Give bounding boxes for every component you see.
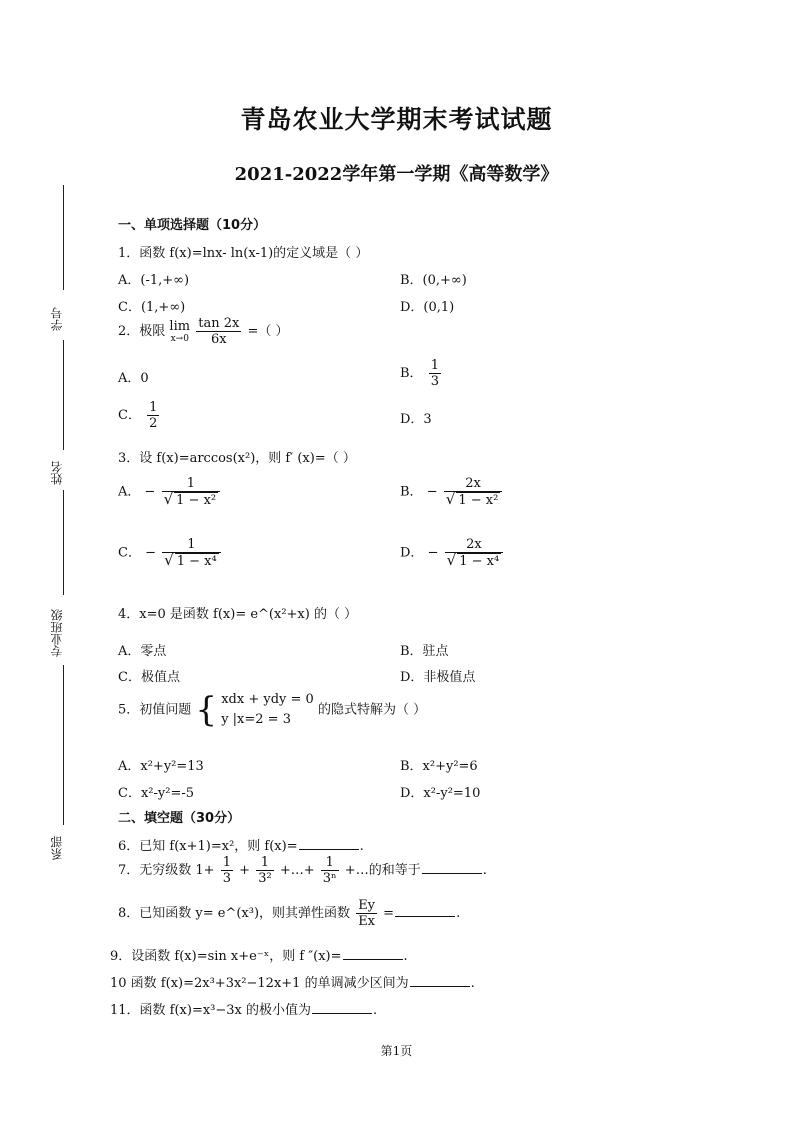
binding-line [63, 185, 64, 290]
fraction [162, 537, 221, 569]
option-a: A．0 [118, 371, 149, 386]
major-class-label: 专业班级 [50, 609, 64, 657]
option-label: C． [118, 408, 141, 423]
q8-prefix: 8．已知函数 y= e^(x³)，则其弹性函数 [118, 906, 351, 921]
answer-blank[interactable] [395, 916, 455, 917]
answer-blank[interactable] [422, 873, 482, 874]
radicand: 1 − x⁴ [176, 554, 217, 569]
numerator: 1 [321, 855, 339, 871]
lim-sub: x→0 [170, 334, 189, 344]
question-2 [118, 316, 288, 347]
brace-icon: { [195, 690, 218, 730]
option-label: C． [118, 545, 141, 561]
fraction [147, 400, 159, 431]
q2-prefix: 2．极限 [118, 324, 166, 339]
option-a: A．零点 [118, 644, 167, 659]
fraction [356, 898, 377, 929]
option-b [400, 358, 443, 389]
option-b: B．(0,+∞) [400, 273, 467, 288]
equation-line: xdx + ydy = 0 [221, 692, 314, 707]
denominator: Ex [358, 914, 376, 929]
option-c [118, 537, 223, 569]
period: . [373, 1003, 378, 1018]
option-d: D．3 [400, 412, 432, 427]
question-3: 3．设 f(x)=arccos(x²)，则 f′ (x)=（ ） [118, 451, 356, 466]
denominator [162, 492, 221, 508]
answer-blank[interactable] [410, 986, 470, 987]
fraction [221, 855, 233, 886]
period: . [470, 976, 475, 991]
answer-blank[interactable] [299, 849, 359, 850]
exam-title: 青岛农业大学期末考试试题 [240, 105, 553, 134]
denominator [162, 553, 221, 569]
fraction [429, 358, 441, 389]
option-c: C．(1,+∞) [118, 300, 186, 315]
numerator: 1 [162, 537, 221, 553]
numerator: 1 [256, 855, 273, 871]
sqrt-icon: √ [445, 490, 456, 508]
minus-sign: − [426, 484, 438, 500]
denominator: 2 [149, 416, 158, 431]
ellipsis: +…+ [279, 863, 315, 878]
question-7 [118, 855, 487, 886]
option-a: A．(-1,+∞) [118, 273, 190, 288]
department-label: 系部 [50, 836, 64, 860]
numerator: 1 [430, 358, 439, 373]
question-4: 4．x=0 是函数 f(x)= e^(x²+x) 的（ ） [118, 607, 358, 622]
binding-line [63, 340, 64, 450]
denominator: 3 [222, 871, 231, 886]
sqrt-icon: √ [163, 490, 174, 508]
binding-line [63, 490, 64, 595]
question-6 [118, 835, 364, 854]
option-a: A．x²+y²=13 [118, 759, 204, 774]
option-label: D． [400, 545, 424, 561]
numerator: 2x [445, 537, 504, 553]
radicand: 1 − x² [176, 493, 217, 508]
page-number: 第1页 [380, 1044, 413, 1058]
answer-blank[interactable] [343, 959, 403, 960]
student-id-label: 学号 [50, 307, 64, 331]
q11-text: 11．函数 f(x)=x³−3x 的极小值为 [110, 1003, 312, 1018]
plus-sign: + [239, 863, 251, 878]
option-b: B．x²+y²=6 [400, 759, 478, 774]
denominator: 6x [210, 332, 227, 347]
option-b: B．驻点 [400, 644, 449, 659]
numerator: 1 [162, 476, 221, 492]
option-a [118, 476, 222, 508]
radicand: 1 − x⁴ [459, 554, 500, 569]
denominator: 3² [258, 871, 272, 886]
option-d: D．x²-y²=10 [400, 786, 481, 801]
q6-text: 6．已知 f(x+1)=x²，则 f(x)= [118, 839, 298, 854]
option-c: C．极值点 [118, 670, 180, 685]
equation-line: y |x=2 = 3 [221, 712, 291, 727]
radicand: 1 − x² [458, 493, 499, 508]
option-label: A． [118, 484, 141, 500]
period: . [482, 863, 487, 878]
answer-blank[interactable] [312, 1013, 372, 1014]
binding-line [63, 665, 64, 825]
equation-system [221, 690, 314, 730]
question-11 [110, 999, 377, 1018]
sqrt-icon: √ [164, 551, 174, 569]
question-10 [110, 972, 475, 991]
lim-text: lim [169, 319, 191, 334]
question-8 [118, 898, 460, 929]
fraction [445, 537, 504, 569]
fraction [196, 316, 241, 347]
minus-sign: − [427, 545, 439, 561]
q7-prefix: 7．无穷级数 1+ [118, 863, 215, 878]
denominator: 3ⁿ [322, 871, 337, 886]
q7-suffix: +…的和等于 [344, 863, 421, 878]
option-d: D．非极值点 [400, 670, 476, 685]
q10-text: 10 函数 f(x)=2x³+3x²−12x+1 的单调减少区间为 [110, 976, 409, 991]
option-label: B． [400, 366, 423, 381]
period: . [456, 906, 461, 921]
question-9 [110, 945, 408, 964]
q2-suffix: =（ ） [247, 324, 289, 339]
fraction [444, 476, 503, 508]
q8-suffix: = [383, 906, 395, 921]
period: . [403, 949, 408, 964]
numerator: Ey [358, 898, 376, 913]
numerator: 1 [222, 855, 231, 870]
denominator: 3 [430, 374, 439, 389]
q9-text: 9．设函数 f(x)=sin x+e⁻ˣ，则 f ″(x)= [110, 949, 342, 964]
fraction [256, 855, 273, 886]
denominator [444, 492, 503, 508]
exam-subtitle: 2021-2022学年第一学期《高等数学》 [234, 164, 559, 185]
option-d [400, 537, 505, 569]
sqrt-icon: √ [446, 551, 457, 569]
minus-sign: − [145, 545, 156, 561]
limit-symbol [169, 319, 190, 344]
fraction [321, 855, 339, 886]
q5-suffix: 的隐式特解为（ ） [317, 702, 427, 718]
denominator [445, 553, 504, 569]
name-label: 姓名 [50, 461, 64, 485]
minus-sign: − [144, 484, 156, 500]
numerator: tan 2x [198, 316, 240, 331]
section-heading: 二、填空题（30分） [118, 811, 241, 826]
section-heading: 一、单项选择题（10分） [118, 218, 267, 233]
q5-prefix: 5．初值问题 [118, 702, 192, 718]
option-label: B． [400, 484, 423, 500]
option-b [400, 476, 504, 508]
option-d: D．(0,1) [400, 300, 455, 315]
option-c [118, 400, 161, 431]
option-c: C．x²-y²=-5 [118, 786, 194, 801]
binding-strip [44, 185, 74, 875]
fraction [162, 476, 221, 508]
numerator: 2x [444, 476, 503, 492]
numerator: 1 [149, 400, 158, 415]
period: . [359, 839, 364, 854]
question-1: 1．函数 f(x)=lnx- ln(x-1)的定义域是（ ） [118, 246, 369, 261]
question-5 [118, 690, 426, 730]
